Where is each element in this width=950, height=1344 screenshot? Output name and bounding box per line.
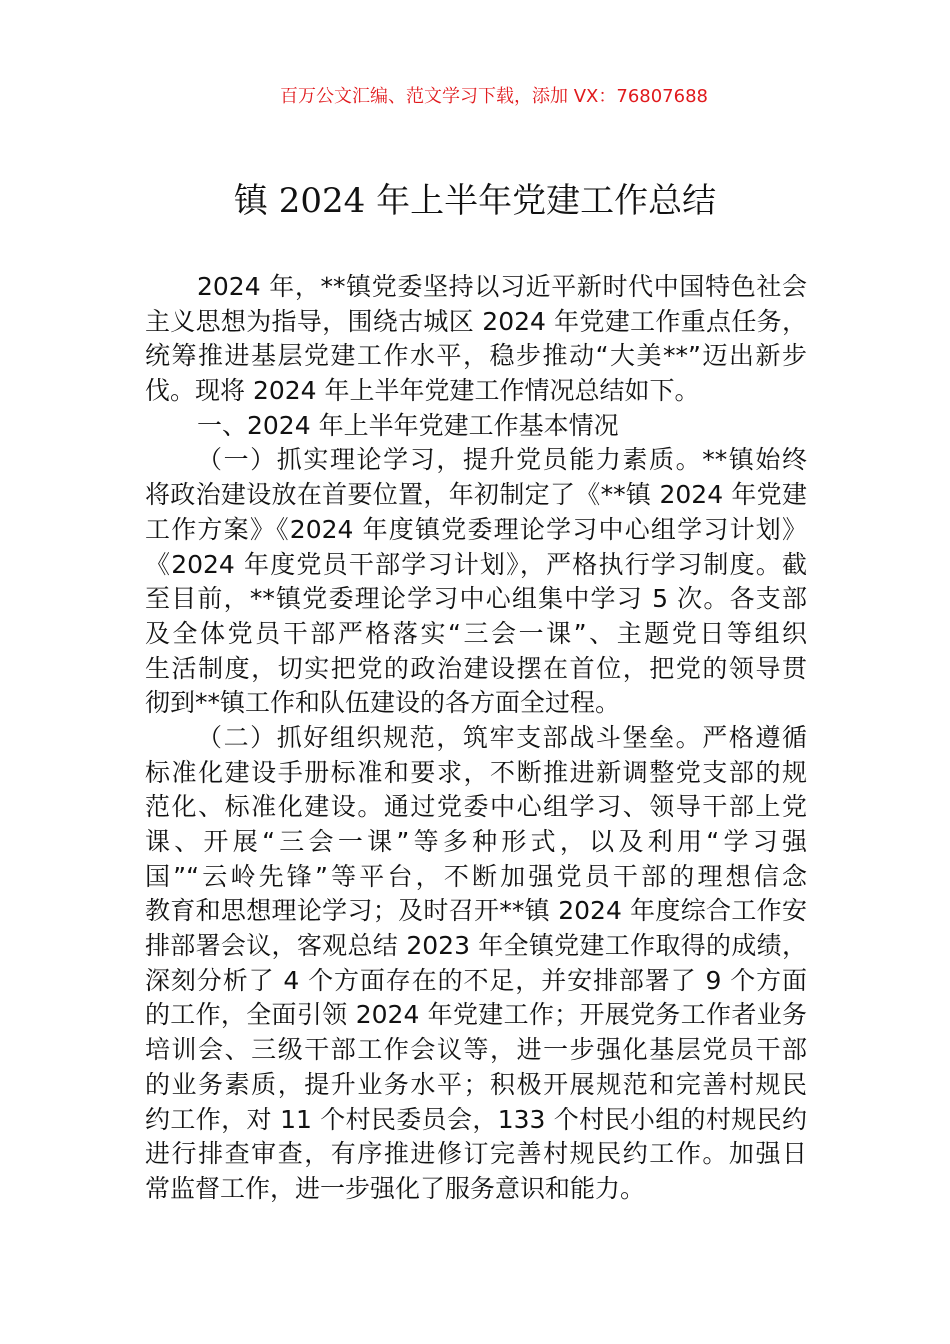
paragraph bbox=[145, 270, 807, 409]
document-body bbox=[145, 270, 807, 1207]
text-line: 将政治建设放在首要位置，年初制定了《**镇 2024 年党建 bbox=[145, 480, 807, 510]
text-line: 国”“云岭先锋”等平台，不断加强党员干部的理想信念 bbox=[145, 861, 807, 891]
download-banner: 百万公文汇编、范文学习下载，添加 VX：76807688 bbox=[280, 86, 708, 107]
text-line: 教育和思想理论学习；及时召开**镇 2024 年度综合工作安 bbox=[145, 896, 807, 926]
text-line: （二）抓好组织规范，筑牢支部战斗堡垒。严格遵循 bbox=[197, 722, 807, 752]
text-line: 的业务素质，提升业务水平；积极开展规范和完善村规民 bbox=[145, 1069, 807, 1099]
text-line: 的工作，全面引领 2024 年党建工作；开展党务工作者业务 bbox=[145, 1000, 807, 1030]
text-line: 范化、标准化建设。通过党委中心组学习、领导干部上党 bbox=[145, 792, 807, 822]
text-line: 一、2024 年上半年党建工作基本情况 bbox=[197, 410, 619, 440]
text-line: 至目前，**镇党委理论学习中心组集中学习 5 次。各支部 bbox=[145, 584, 807, 614]
text-line: 生活制度，切实把党的政治建设摆在首位，把党的领导贯 bbox=[145, 653, 807, 683]
text-line: 约工作，对 11 个村民委员会，133 个村民小组的村规民约 bbox=[145, 1104, 807, 1134]
text-line: 排部署会议，客观总结 2023 年全镇党建工作取得的成绩， bbox=[145, 931, 807, 961]
text-line: 培训会、三级干部工作会议等，进一步强化基层党员干部 bbox=[145, 1035, 807, 1065]
text-line: （一）抓实理论学习，提升党员能力素质。**镇始终 bbox=[197, 445, 807, 475]
text-line: 《2024 年度党员干部学习计划》，严格执行学习制度。截 bbox=[145, 549, 807, 579]
paragraph bbox=[145, 443, 807, 721]
text-line: 伐。现将 2024 年上半年党建工作情况总结如下。 bbox=[145, 376, 700, 406]
text-line: 2024 年，**镇党委坚持以习近平新时代中国特色社会 bbox=[197, 272, 807, 301]
text-line: 进行排查审查，有序推进修订完善村规民约工作。加强日 bbox=[145, 1139, 807, 1169]
document-title: 镇 2024 年上半年党建工作总结 bbox=[233, 181, 717, 221]
text-line: 工作方案》《2024 年度镇党委理论学习中心组学习计划》 bbox=[145, 514, 807, 544]
text-line: 统筹推进基层党建工作水平，稳步推动“大美**”迈出新步 bbox=[145, 341, 807, 371]
paragraph bbox=[145, 721, 807, 1207]
text-line: 标准化建设手册标准和要求，不断推进新调整党支部的规 bbox=[145, 757, 807, 787]
text-line: 及全体党员干部严格落实“三会一课”、主题党日等组织 bbox=[145, 618, 807, 648]
text-line: 深刻分析了 4 个方面存在的不足，并安排部署了 9 个方面 bbox=[145, 965, 807, 995]
text-line: 常监督工作，进一步强化了服务意识和能力。 bbox=[145, 1173, 646, 1203]
section-heading bbox=[145, 409, 807, 444]
text-line: 彻到**镇工作和队伍建设的各方面全过程。 bbox=[145, 688, 621, 718]
text-line: 课、开展“三会一课”等多种形式，以及利用“学习强 bbox=[145, 827, 807, 856]
text-line: 主义思想为指导，围绕古城区 2024 年党建工作重点任务， bbox=[145, 306, 807, 336]
